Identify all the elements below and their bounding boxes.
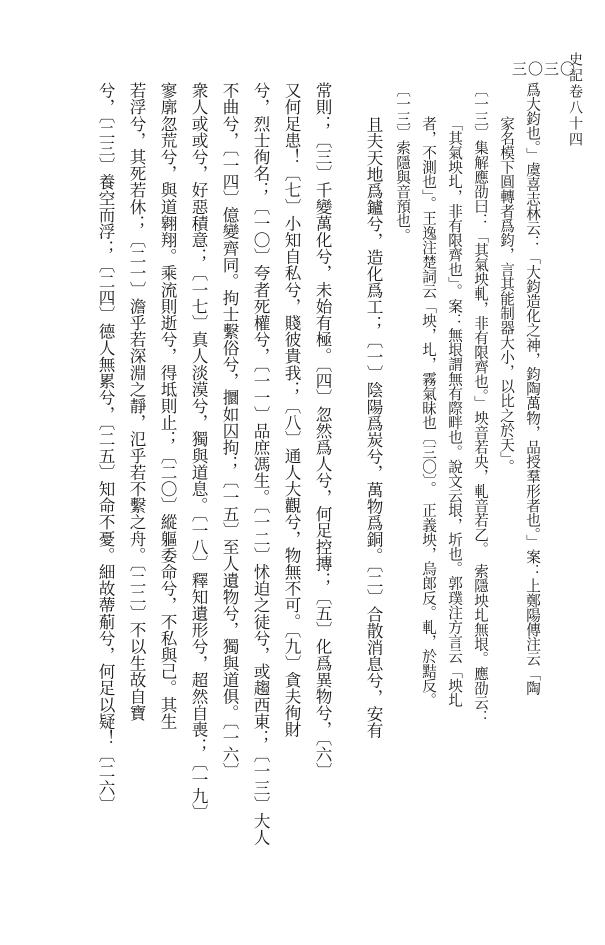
- commentary-column: 爲大鈞也。」虞喜志林云：「大鈞造化之神，鈞陶萬物，品授羣形者也。」案：上鄭陽傳注云「陶: [524, 82, 541, 696]
- main-text-column: 兮，烈士徇名；〔一〇〕夸者死權兮，〔一一〕品庶馮生。〔一二〕怵迫之徒兮，或趨西東；〔一三〕大人: [251, 82, 270, 846]
- commentary-column: 者，不測也」。王逸注楚詞云「坱，圠，霧氣昧也〔三〇〕。 正義坱，烏郎反。軋，於黠反。: [420, 116, 437, 708]
- main-text-column: 寥廓忽荒兮，與道翱翔。乘流則逝兮，得坻則止；〔二〇〕縱軀委命兮，不私與己。其生: [158, 82, 177, 730]
- commentary-column: 〔一三〕索隱與音預也。: [394, 82, 411, 243]
- page-number: 三〇三〇: [512, 60, 577, 78]
- main-text-column: 衆人或或兮，好惡積意；〔一七〕真人淡漠兮，獨與道息。〔一八〕釋知遺形兮，超然自喪；〔一九〕: [189, 82, 208, 821]
- main-text-column: 兮，〔二三〕養空而浮；〔二四〕德人無累兮，〔二五〕知命不憂。細故蔕葪兮，何足以疑！〔二六〕: [96, 82, 115, 813]
- commentary-column: 〔一三〕集解應劭曰：「其氣坱軋，非有限齊也。」坱音若央，軋音若乙。 索隱坱圠無垠。應劭云：: [472, 82, 489, 725]
- main-text-column: 不曲兮，〔一四〕億變齊同。拘士繫俗兮，攌如囚拘；〔一五〕至人遺物兮，獨與道俱。〔一六〕: [220, 82, 239, 780]
- main-text-column: 又何足患！〔七〕小知自私兮，賤彼貴我；〔八〕通人大觀兮，物無不可。〔九〕貪夫徇財: [282, 82, 301, 738]
- running-head: 史記卷八十四: [567, 52, 583, 148]
- commentary-column: 「其氣坱圠，非有限齊也」。案：無垠謂無有際畔也。說文云垠，圻也。郭璞注方言云「坱圠: [446, 116, 463, 708]
- vertical-text-block: [55, 82, 545, 917]
- commentary-column: 家名模下圓轉者爲鈞，言其能制器大小，以比之於天」。: [498, 116, 515, 474]
- main-text-column: 若浮兮，其死若休；〔二一〕澹乎若深淵之靜，氾乎若不繫之舟。〔二二〕不以生故自寶: [127, 82, 146, 722]
- main-text-column: 且夫天地爲鑪兮，造化爲工；〔一〕陰陽爲炭兮，萬物爲銅。〔二〕合散消息兮，安有: [364, 116, 383, 739]
- main-text-column: 常則；〔三〕千變萬化兮，未始有極。〔四〕忽然爲人兮，何足控摶；〔五〕化爲異物兮，〔六〕: [313, 82, 332, 780]
